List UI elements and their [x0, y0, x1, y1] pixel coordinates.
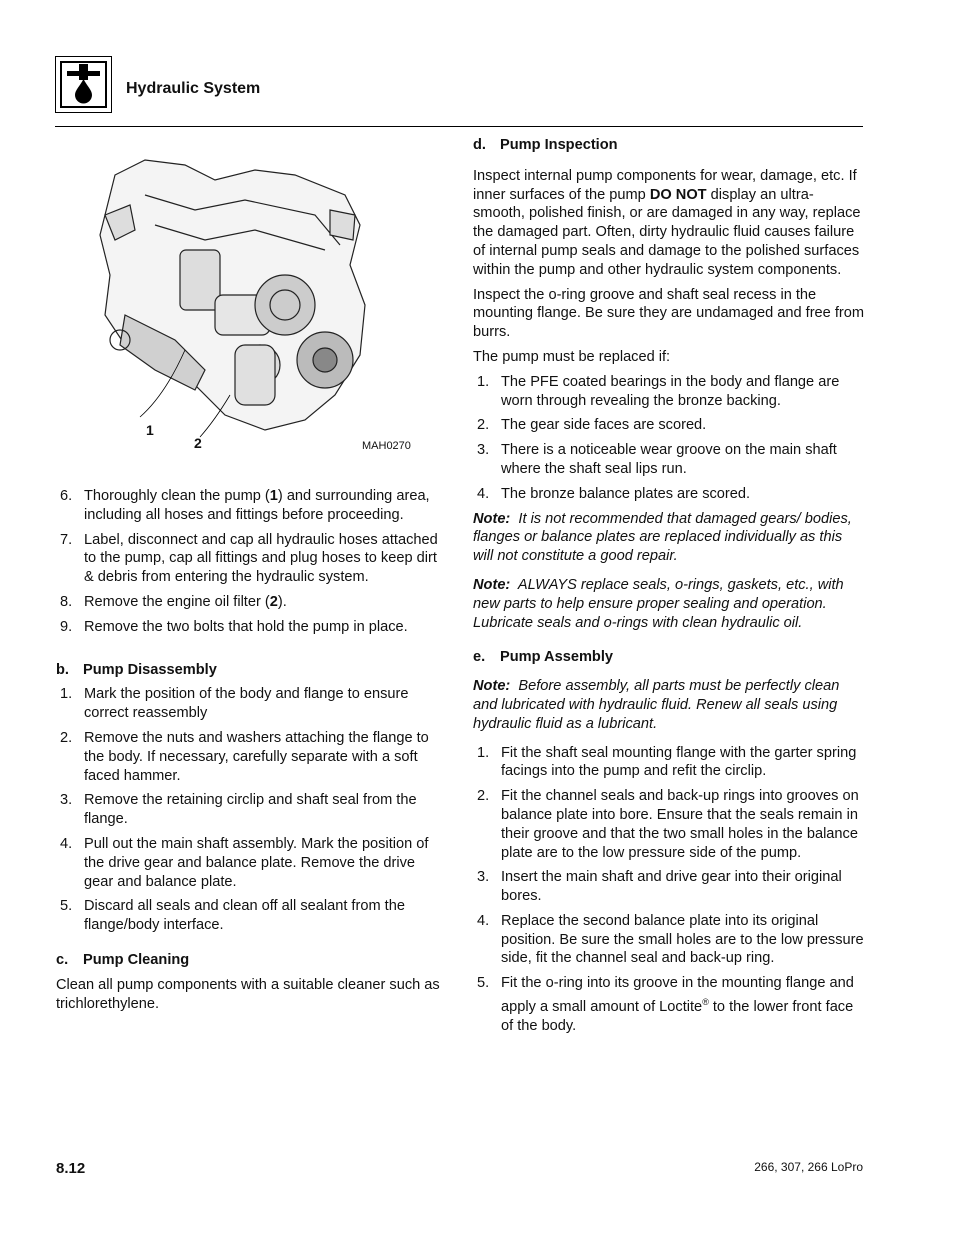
- callout-1: 1: [146, 422, 154, 438]
- page-number: 8.12: [56, 1160, 86, 1177]
- list-item: 4. Replace the second balance plate into its original position. Be sure the small holes are to the low pressure side, fit the channel seal and back-up ring.: [477, 912, 864, 967]
- callout-2: 2: [194, 435, 202, 451]
- list-item: 1. Mark the position of the body and flange to ensure correct reassembly: [60, 686, 409, 722]
- left-column: [56, 487, 446, 1019]
- list-item: 1. The PFE coated bearings in the body and flange are worn through revealing the bronze backing.: [477, 373, 840, 409]
- list-item: 3. Insert the main shaft and drive gear into their original bores.: [477, 869, 842, 905]
- list-item: 1. Fit the shaft seal mounting flange with the garter spring facings into the pump and refit the circlip.: [477, 744, 857, 780]
- right-column: [473, 136, 865, 1042]
- figure-id: MAH0270: [362, 440, 411, 452]
- subheading-pump-assembly: e. Pump Assembly: [473, 649, 614, 666]
- inspection-paragraph-3: The pump must be replaced if:: [473, 348, 671, 365]
- list-item: 2. Remove the nuts and washers attaching the flange to the body. If necessary, carefully separate with a soft faced hammer.: [60, 729, 429, 784]
- list-item: 2. The gear side faces are scored.: [477, 417, 707, 434]
- subheading-pump-cleaning: c. Pump Cleaning: [56, 951, 190, 968]
- list-item: 3. There is a noticeable wear groove on the main shaft where the shaft seal lips run.: [477, 442, 837, 477]
- list-item: 5. Fit the o-ring into its groove in the mounting flange and apply a small amount of Loctite® to the lower front face of the body.: [477, 975, 854, 1034]
- list-item: 8. Remove the engine oil filter (2).: [60, 593, 287, 610]
- subheading-pump-inspection: d. Pump Inspection: [473, 137, 618, 153]
- removal-steps: [56, 487, 446, 637]
- list-item: 3. Remove the retaining circlip and shaft seal from the flange.: [60, 792, 417, 828]
- note-assembly: Note: Before assembly, all parts must be perfectly clean and lubricated with hydraulic fluid. Renew all seals using hydraulic fluid as a lubricant.: [473, 678, 840, 732]
- note-repair: Note: It is not recommended that damaged gears/ bodies, flanges or balance plates are replaced individually as this will not constitute a good repair.: [473, 510, 852, 565]
- list-item: 6. Thoroughly clean the pump (1) and surrounding area, including all hoses and fittings before proceeding.: [60, 488, 430, 523]
- list-item: 7. Label, disconnect and cap all hydraulic hoses attached to the pump, cap all fittings and plug hoses to keep dirt & debris from entering the hydraulic system.: [60, 531, 438, 586]
- list-item: 2. Fit the channel seals and back-up rings into grooves on balance plate into bore. Ensure that the seals remain in their groove and that the two small holes in the balance plate are to the low pressure side of the pump.: [477, 788, 859, 861]
- note-seals: Note: ALWAYS replace seals, o-rings, gaskets, etc., with new parts to help ensure proper sealing and operation. Lubricate seals and o-rings with clean hydraulic oil.: [473, 576, 844, 631]
- engine-illustration: [85, 155, 425, 460]
- section-title: Hydraulic System: [126, 80, 261, 97]
- inspection-paragraph-1: Inspect internal pump components for wear, damage, etc. If inner surfaces of the pump DO NOT display an ultra-smooth, polished finish, or are damaged in any way, replace the damaged part. Often, dirty hydraulic fluid causes failure of internal pump seals and damage to the polished surfaces within the pump and other hydraulic system components.: [473, 167, 861, 278]
- cleaning-text: Clean all pump components with a suitable cleaner such as trichlorethylene.: [56, 976, 440, 1012]
- replacement-criteria: [473, 373, 865, 504]
- assembly-steps: [473, 744, 865, 1036]
- list-item: 9. Remove the two bolts that hold the pump in place.: [60, 618, 408, 635]
- hydraulic-oil-drop-icon: [55, 56, 112, 113]
- subheading-pump-disassembly: b. Pump Disassembly: [56, 661, 217, 678]
- model-numbers: 266, 307, 266 LoPro: [754, 1160, 863, 1174]
- inspection-paragraph-2: Inspect the o-ring groove and shaft seal recess in the mounting flange. Be sure they are undamaged and free from burrs.: [473, 286, 865, 341]
- disassembly-steps: [56, 685, 446, 935]
- list-item: 4. Pull out the main shaft assembly. Mark the position of the drive gear and balance plate. Remove the drive gear and balance plate.: [60, 835, 429, 890]
- list-item: 4. The bronze balance plates are scored.: [477, 485, 751, 502]
- list-item: 5. Discard all seals and clean off all sealant from the flange/body interface.: [60, 898, 405, 934]
- header-divider: [55, 126, 863, 127]
